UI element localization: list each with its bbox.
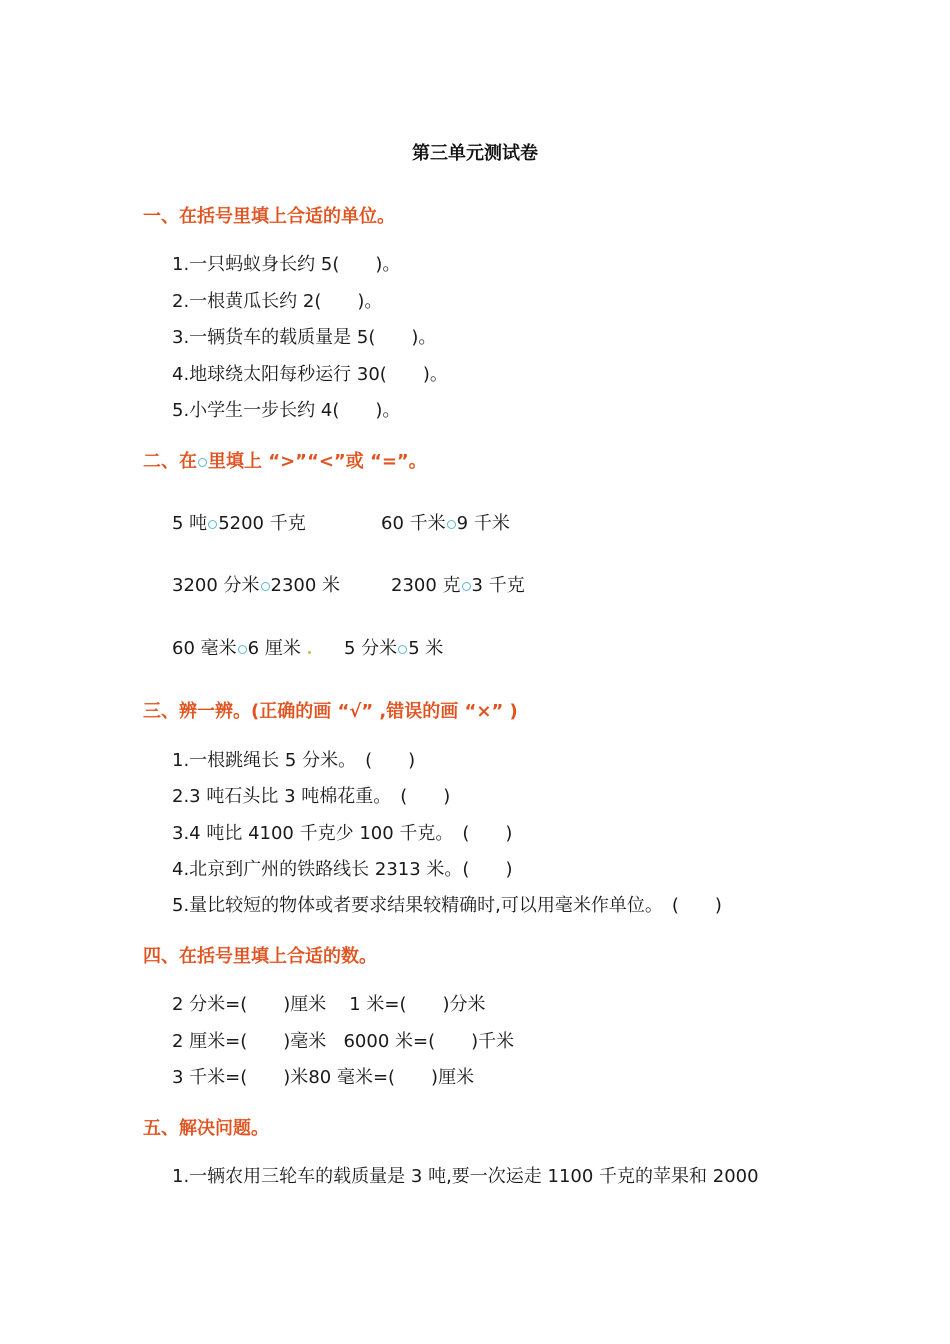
s4-r2-b: 6000 米=( )千米 bbox=[343, 1031, 515, 1052]
compare-circle-icon[interactable] bbox=[238, 645, 247, 654]
compare-circle-icon[interactable] bbox=[398, 645, 407, 654]
compare-circle-icon[interactable] bbox=[208, 520, 217, 529]
section-5-heading: 五、解决问题。 bbox=[143, 1118, 269, 1139]
s4-row-2 bbox=[172, 1027, 514, 1053]
s4-r3-a: 3 千米=( )米 bbox=[172, 1067, 309, 1088]
section-1-heading: 一、在括号里填上合适的单位。 bbox=[143, 206, 395, 227]
s2-r1-d: 9 千米 bbox=[456, 513, 510, 534]
compare-circle-icon[interactable] bbox=[447, 520, 456, 529]
s4-row-3 bbox=[172, 1063, 474, 1089]
section-3-heading: 三、辨一辨。(正确的画 “√” ,错误的画 “×” ) bbox=[143, 701, 518, 722]
s4-r1-b: 1 米=( )分米 bbox=[349, 994, 486, 1015]
s2-row-1-left bbox=[172, 509, 306, 535]
s2-row-3-right bbox=[344, 634, 443, 660]
s3-item-2: 2.3 吨石头比 3 吨棉花重。 ( ) bbox=[172, 786, 451, 807]
page-title: 第三单元测试卷 bbox=[412, 143, 538, 164]
s2-r1-c: 60 千米 bbox=[381, 513, 446, 534]
s4-r2-a: 2 厘米=( )毫米 bbox=[172, 1031, 327, 1052]
s2-r3-b: 6 厘米 bbox=[247, 638, 301, 659]
s2-heading-a: 二、在 bbox=[143, 451, 197, 472]
s1-item-1: 1.一只蚂蚁身长约 5( )。 bbox=[172, 254, 401, 275]
s2-row-2-right bbox=[391, 571, 525, 597]
s2-heading-b: 里填上 “>”“<”或 “=”。 bbox=[208, 451, 427, 472]
s2-r2-b: 2300 米 bbox=[270, 575, 341, 596]
s1-item-2: 2.一根黄瓜长约 2( )。 bbox=[172, 291, 383, 312]
s2-r2-a: 3200 分米 bbox=[172, 575, 260, 596]
s3-item-1: 1.一根跳绳长 5 分米。 ( ) bbox=[172, 750, 416, 771]
s2-r1-a: 5 吨 bbox=[172, 513, 208, 534]
s2-r1-b: 5200 千克 bbox=[218, 513, 306, 534]
s2-r2-c: 2300 克 bbox=[391, 575, 461, 596]
s4-r3-b: 80 毫米=( )厘米 bbox=[308, 1067, 475, 1088]
s3-item-5: 5.量比较短的物体或者要求结果较精确时,可以用毫米作单位。 ( ) bbox=[172, 895, 722, 916]
s1-item-5: 5.小学生一步长约 4( )。 bbox=[172, 400, 401, 421]
dot-mark bbox=[308, 651, 311, 654]
s2-row-2-left bbox=[172, 571, 340, 597]
section-2-heading bbox=[143, 447, 427, 473]
s2-r3-d: 5 米 bbox=[408, 638, 444, 659]
s3-item-4: 4.北京到广州的铁路线长 2313 米。( ) bbox=[172, 859, 513, 880]
s1-item-3: 3.一辆货车的载质量是 5( )。 bbox=[172, 327, 437, 348]
s1-item-4: 4.地球绕太阳每秒运行 30( )。 bbox=[172, 364, 448, 385]
compare-circle-icon[interactable] bbox=[462, 582, 471, 591]
circle-icon bbox=[198, 458, 207, 467]
s2-r3-c: 5 分米 bbox=[344, 638, 398, 659]
section-4-heading: 四、在括号里填上合适的数。 bbox=[143, 946, 377, 967]
s5-item-1: 1.一辆农用三轮车的载质量是 3 吨,要一次运走 1100 千克的苹果和 2000 bbox=[172, 1166, 759, 1187]
s2-r3-a: 60 毫米 bbox=[172, 638, 237, 659]
s2-r2-d: 3 千克 bbox=[471, 575, 525, 596]
s2-row-3-left bbox=[172, 634, 312, 660]
compare-circle-icon[interactable] bbox=[261, 582, 270, 591]
s2-row-1-right bbox=[381, 509, 510, 535]
s4-r1-a: 2 分米=( )厘米 bbox=[172, 994, 327, 1015]
s4-row-1 bbox=[172, 990, 486, 1016]
s3-item-3: 3.4 吨比 4100 千克少 100 千克。 ( ) bbox=[172, 823, 513, 844]
